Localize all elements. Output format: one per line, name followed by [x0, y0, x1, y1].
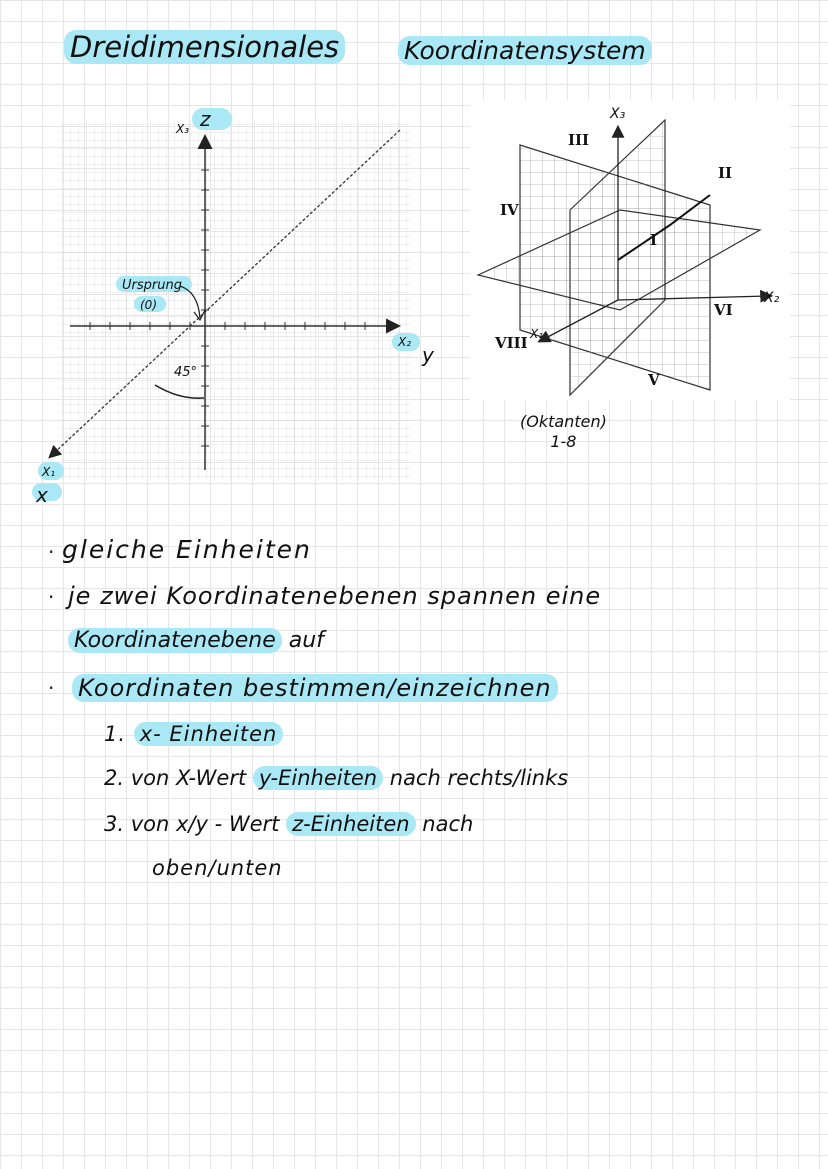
octant-II: II: [718, 164, 733, 182]
oktanten-line-2: 1-8: [550, 432, 577, 451]
angle-label: 45°: [174, 365, 198, 380]
octant-III: III: [568, 131, 590, 149]
x-einheiten-highlight: x- Einheiten: [134, 722, 284, 746]
y-einheiten-highlight: y-Einheiten: [253, 766, 383, 790]
octants-figure: [470, 100, 790, 400]
x-label: x: [36, 483, 48, 507]
origin-label: Ursprung: [122, 278, 182, 293]
y-label: y: [422, 343, 434, 367]
title-part-2: Koordinatensystem: [398, 36, 652, 65]
bullet-3: ·: [48, 676, 55, 700]
octant-I: I: [650, 231, 658, 249]
z-label: z: [200, 107, 211, 131]
x3-label: X₃: [176, 122, 190, 136]
step-3-continued: oben/unten: [152, 856, 283, 880]
x1-label: X₁: [42, 465, 56, 479]
note-gleiche-einheiten: gleiche Einheiten: [62, 535, 312, 564]
coordinate-system-figure: [30, 100, 460, 510]
bullet-2: ·: [48, 585, 55, 609]
octant-VI: VI: [714, 301, 733, 319]
note-koordinatenebenen: je zwei Koordinatenebenen spannen eine: [68, 582, 602, 610]
octant-V: V: [648, 371, 660, 389]
title-part-1: Dreidimensionales: [64, 30, 345, 64]
bullet-1: ·: [48, 540, 55, 564]
step-2: 2. von X-Wert y-Einheiten nach rechts/links: [104, 766, 569, 790]
x1-label-right: X₁: [530, 327, 544, 341]
koordinatenebene-highlight: Koordinatenebene: [68, 628, 282, 653]
auf-text: auf: [281, 628, 324, 653]
x2-label-right: X₂: [764, 290, 780, 306]
note-koordinatenebene-auf: [68, 628, 324, 653]
x2-label: X₂: [398, 335, 412, 349]
step-1: 1. x- Einheiten: [104, 722, 283, 746]
oktanten-caption: [520, 412, 607, 452]
octant-IV: IV: [500, 201, 519, 219]
x3-label-right: X₃: [610, 106, 626, 122]
step-3: 3. von x/y - Wert z-Einheiten nach: [104, 812, 474, 836]
octant-VIII: VIII: [495, 334, 528, 352]
note-koordinaten-bestimmen: Koordinaten bestimmen/einzeichnen: [72, 674, 558, 702]
z-einheiten-highlight: z-Einheiten: [286, 812, 416, 836]
origin-symbol: (0): [140, 298, 157, 312]
oktanten-line-1: (Oktanten): [520, 412, 607, 431]
